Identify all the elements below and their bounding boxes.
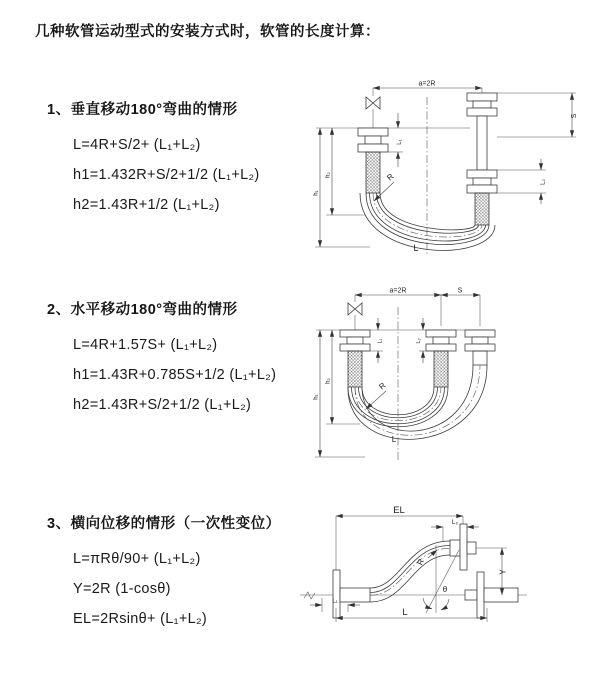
- valve-icon: [348, 303, 362, 330]
- braided-hose-section: [475, 193, 489, 225]
- dimension-l2: [416, 318, 434, 363]
- dim-label-l1: L₁: [397, 139, 403, 145]
- dimension-s: [497, 93, 578, 137]
- dimension-l2: [497, 159, 547, 204]
- diagram-horizontal-180-bend: [310, 282, 600, 467]
- dimension-l: [336, 607, 487, 622]
- diagram-vertical-180-bend: [310, 75, 600, 260]
- formula-line: L=πRθ/90+ (L₁+L₂): [73, 551, 201, 567]
- formula-line: L=4R+1.57S+ (L₁+L₂): [73, 337, 218, 353]
- dim-label-el: EL: [393, 505, 405, 516]
- section-1: [47, 98, 260, 220]
- left-flange-fitting: [340, 330, 370, 387]
- right-flange-fitting: [467, 93, 497, 225]
- dim-label-h1: h₁: [313, 190, 320, 196]
- hose-s-curve: [370, 541, 450, 602]
- original-flange-fitting: [465, 572, 518, 618]
- left-flange-fitting: [358, 128, 388, 193]
- dim-label-a2r: a=2R: [389, 287, 407, 295]
- formula-line: h1=1.432R+S/2+1/2 (L₁+L₂): [73, 167, 260, 183]
- dim-label-r: R: [385, 171, 396, 183]
- formula-line: h2=1.43R+1/2 (L₁+L₂): [73, 197, 220, 213]
- dim-label-y: Y: [498, 569, 508, 575]
- dimension-l2: [431, 519, 479, 542]
- dimension-l1: [362, 318, 384, 363]
- dim-label-h2: h₂: [325, 378, 332, 384]
- dim-label-h2: h₂: [325, 172, 332, 178]
- dimension-a2r: [373, 81, 482, 97]
- middle-flange-fitting: [426, 330, 456, 387]
- section-3: [47, 512, 281, 634]
- displaced-flange-fitting: [450, 524, 476, 570]
- dim-label-a2r: a=2R: [418, 80, 436, 88]
- diagram-lateral-displacement: [295, 500, 600, 650]
- braided-hose-section: [366, 152, 380, 193]
- dim-label-l: L: [413, 243, 419, 253]
- dim-label-s: S: [571, 113, 578, 119]
- formula-line: h1=1.43R+0.785S+1/2 (L₁+L₂): [73, 367, 277, 383]
- dim-label-theta: θ: [442, 585, 448, 594]
- centerline-break-icon: [304, 592, 315, 599]
- right-flange-fitting: [465, 330, 495, 351]
- dimension-el: [336, 505, 463, 570]
- formula-line: Y=2R (1-cosθ): [73, 581, 171, 597]
- dim-label-h1: h₁: [313, 394, 320, 400]
- left-flange-fitting: [333, 570, 370, 618]
- dim-label-l1: L₁: [377, 338, 384, 344]
- valve-icon: [366, 97, 380, 128]
- dim-label-s: S: [457, 287, 463, 295]
- section-2-heading: 2、水平移动180°弯曲的情形: [47, 302, 238, 318]
- section-1-heading: 1、垂直移动180°弯曲的情形: [47, 102, 238, 118]
- hose-u-bend-displaced: [348, 351, 487, 439]
- dimension-s: [441, 288, 480, 296]
- dimension-l1: [388, 113, 403, 167]
- page-title: 几种软管运动型式的安装方式时，软管的长度计算：: [35, 24, 380, 40]
- section-2: [47, 298, 276, 420]
- braided-hose-section: [434, 351, 448, 387]
- formula-line: EL=2Rsinθ+ (L₁+L₂): [73, 611, 208, 627]
- dim-label-r: R: [415, 557, 427, 567]
- dim-label-l2: L₂: [416, 338, 422, 344]
- dim-label-l: L: [402, 607, 408, 618]
- dimension-h2: [326, 128, 366, 215]
- dim-label-l2: L₂: [540, 179, 547, 185]
- section-3-heading: 3、横向位移的情形（一次性变位）: [47, 516, 281, 532]
- formula-line: L=4R+S/2+ (L₁+L₂): [73, 137, 201, 153]
- dim-label-l2: L₂: [451, 519, 459, 526]
- dim-label-r: R: [377, 380, 388, 392]
- formula-line: h2=1.43R+S/2+1/2 (L₁+L₂): [73, 397, 252, 413]
- dim-label-l: L: [391, 435, 397, 444]
- braided-hose-section: [348, 351, 362, 387]
- hose-u-bend-initial: [348, 387, 448, 427]
- dim-label-l1: L₁: [332, 598, 338, 605]
